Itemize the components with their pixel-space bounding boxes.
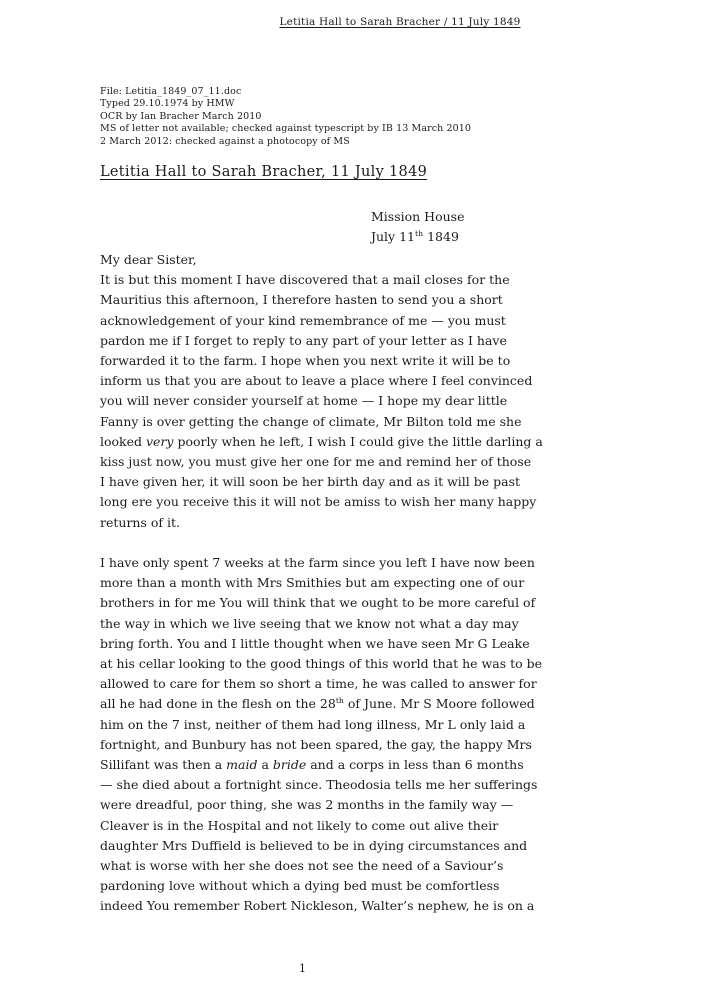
letter-line: inform us that you are about to leave a place where I feel convinced bbox=[100, 373, 533, 389]
letter-line: I have given her, it will soon be her birth day and as it will be past bbox=[100, 474, 521, 490]
letter-line: I have only spent 7 weeks at the farm since you left I have now been bbox=[100, 555, 535, 571]
letter-body bbox=[100, 250, 543, 937]
meta-line-photocopy-check: 2 March 2012: checked against a photocopy of MS bbox=[100, 135, 350, 147]
letter-line: him on the 7 inst, neither of them had long illness, Mr L only laid a bbox=[100, 716, 526, 732]
letter-line: at his cellar looking to the good things of this world that he was to be bbox=[100, 656, 542, 672]
letter-paragraph bbox=[100, 250, 543, 533]
letter-line: the way in which we live seeing that we know not what a day may bbox=[100, 615, 519, 631]
letter-line: pardoning love without which a dying bed must be comfortless bbox=[100, 878, 500, 894]
letter-line: — she died about a fortnight since. Theodosia tells me her sufferings bbox=[100, 777, 538, 793]
letter-title bbox=[100, 164, 427, 180]
letter-line: more than a month with Mrs Smithies but am expecting one of our bbox=[100, 575, 525, 591]
letter-line: what is worse with her she does not see the need of a Saviour’s bbox=[100, 858, 504, 874]
letter-line: Sillifant was then a maid a bride and a corps in less than 6 months bbox=[100, 757, 524, 773]
letter-line: fortnight, and Bunbury has not been spared, the gay, the happy Mrs bbox=[100, 736, 532, 752]
file-metadata-block bbox=[100, 86, 471, 148]
page-number: 1 bbox=[299, 962, 306, 975]
letter-line: you will never consider yourself at home — I hope my dear little bbox=[100, 393, 508, 409]
letter-line: pardon me if I forget to reply to any part of your letter as I have bbox=[100, 332, 507, 348]
letter-line: forwarded it to the farm. I hope when you next write it will be to bbox=[100, 353, 511, 369]
letter-line: daughter Mrs Duffield is believed to be in dying circumstances and bbox=[100, 837, 528, 853]
meta-line-file: File: Letitia_1849_07_11.doc bbox=[100, 86, 242, 97]
letter-line: looked very poorly when he left, I wish I could give the little darling a bbox=[100, 433, 543, 449]
letter-line: bring forth. You and I little thought when we have seen Mr G Leake bbox=[100, 635, 530, 651]
letter-title-text: Letitia Hall to Sarah Bracher, 11 July 1849 bbox=[100, 164, 428, 180]
letter-line: It is but this moment I have discovered that a mail closes for the bbox=[100, 272, 510, 288]
running-header bbox=[240, 16, 560, 28]
dateline-date: July 11th 1849 bbox=[371, 229, 459, 245]
letter-line: allowed to care for them so short a time, he was called to answer for bbox=[100, 676, 537, 692]
letter-paragraph bbox=[100, 553, 540, 917]
letter-line: all he had done in the flesh on the 28th of June. Mr S Moore followed bbox=[100, 696, 535, 712]
letter-line: kiss just now, you must give her one for me and remind her of those bbox=[100, 454, 532, 470]
meta-line-ms-check: MS of letter not available; checked against typescript by IB 13 March 2010 bbox=[100, 123, 472, 135]
letter-line: Fanny is over getting the change of climate, Mr Bilton told me she bbox=[100, 413, 522, 429]
letter-line: brothers in for me You will think that we ought to be more careful of bbox=[100, 595, 536, 611]
letter-line: returns of it. bbox=[100, 514, 180, 530]
meta-line-typed: Typed 29.10.1974 by HMW bbox=[100, 98, 235, 110]
running-header-text: Letitia Hall to Sarah Bracher / 11 July 1849 bbox=[279, 16, 521, 28]
letter-line: My dear Sister, bbox=[100, 252, 197, 267]
letter-line: Cleaver is in the Hospital and not likely to come out alive their bbox=[100, 817, 499, 833]
letter-line: long ere you receive this it will not be amiss to wish her many happy bbox=[100, 494, 537, 510]
dateline bbox=[371, 207, 464, 247]
letter-line: indeed You remember Robert Nickleson, Walter’s nephew, he is on a bbox=[100, 898, 535, 914]
letter-line: Mauritius this afternoon, I therefore hasten to send you a short bbox=[100, 292, 503, 308]
dateline-place: Mission House bbox=[371, 209, 465, 224]
letter-line: were dreadful, poor thing, she was 2 months in the family way — bbox=[100, 797, 514, 813]
letter-line: acknowledgement of your kind remembrance of me — you must bbox=[100, 312, 506, 328]
meta-line-ocr: OCR by Ian Bracher March 2010 bbox=[100, 110, 262, 122]
